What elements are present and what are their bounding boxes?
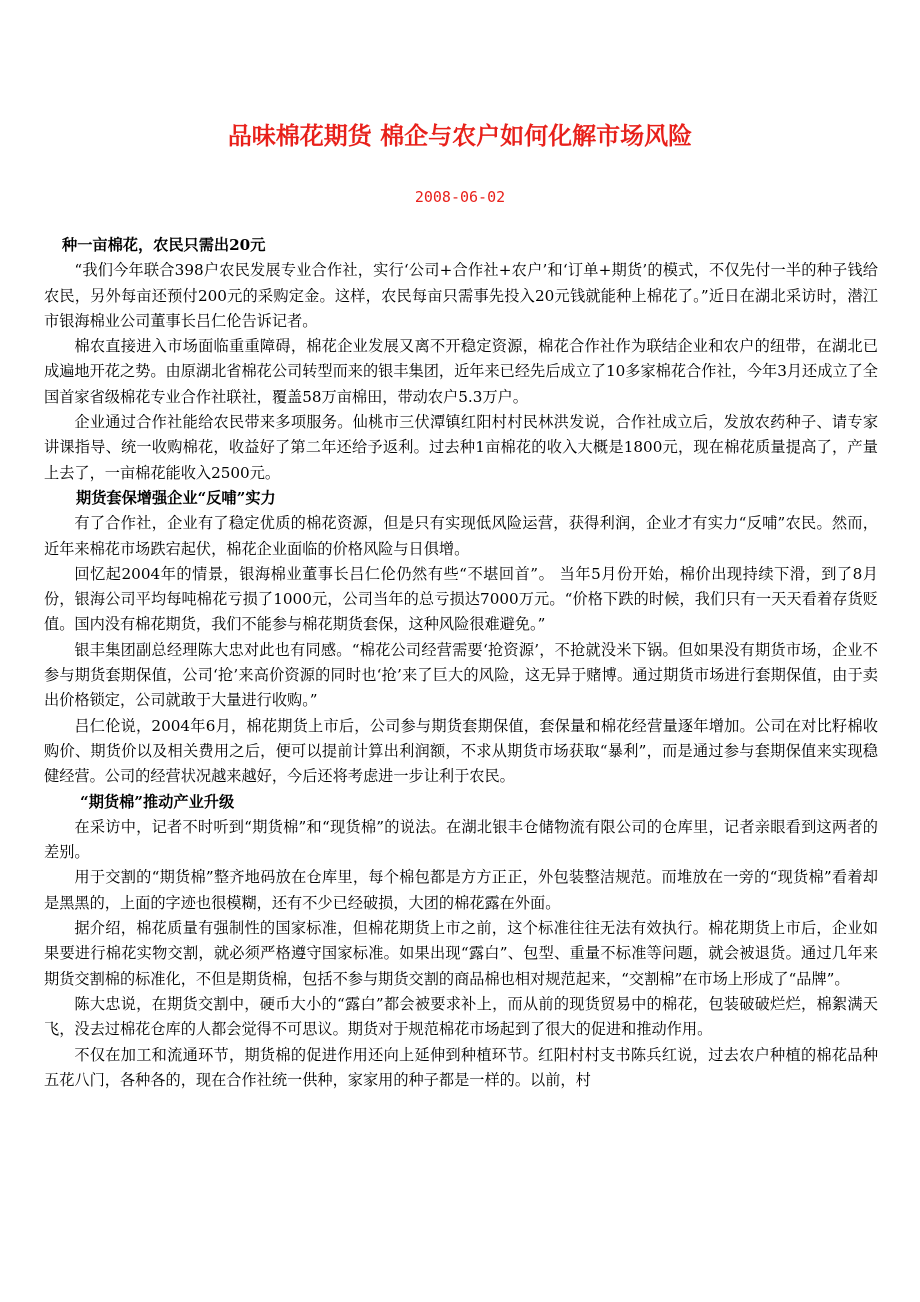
paragraph: 吕仁伦说，2004年6月，棉花期货上市后，公司参与期货套期保值，套保量和棉花经营量逐年增加。公司在对比籽棉收购价、期货价以及相关费用之后，便可以提前计算出利润额，不求从期货市场获取“暴利”，而是通过参与套期保值来实现稳健经营。公司的经营状况越来越好，今后还将考虑进一步让利于农民。	[44, 716, 878, 786]
paragraph: 银丰集团副总经理陈大忠对此也有同感。“棉花公司经营需要‘抢资源’，不抢就没米下锅。但如果没有期货市场，企业不参与期货套期保值，公司‘抢’来高价资源的同时也‘抢’来了巨大的风险，这无异于赌博。通过期货市场进行套期保值，由于卖出价格锁定，公司就敢于大量进行收购。”	[44, 640, 878, 710]
paragraph: 在采访中，记者不时听到“期货棉”和“现货棉”的说法。在湖北银丰仓储物流有限公司的仓库里，记者亲眼看到这两者的差别。	[44, 817, 878, 862]
paragraph: 不仅在加工和流通环节，期货棉的促进作用还向上延伸到种植环节。红阳村村支书陈兵红说，过去农户种植的棉花品种五花八门，各种各的，现在合作社统一供种，家家用的种子都是一样的。以前，村	[44, 1045, 878, 1089]
article-body	[44, 233, 878, 1093]
paragraph: 企业通过合作社能给农民带来多项服务。仙桃市三伏潭镇红阳村村民林洪发说，合作社成立后，发放农药种子、请专家讲课指导、统一收购棉花，收益好了第二年还给予返利。过去种1亩棉花的收入大概是1800元，现在棉花质量提高了，产量上去了，一亩棉花能收入2500元。	[44, 413, 878, 482]
section-heading: 期货套保增强企业“反哺”实力	[76, 488, 276, 507]
paragraph: 陈大忠说，在期货交割中，硬币大小的“露白”都会被要求补上，而从前的现货贸易中的棉花，包装破破烂烂，棉絮满天飞，没去过棉花仓库的人都会觉得不可思议。期货对于规范棉花市场起到了很大的促进和推动作用。	[44, 994, 878, 1039]
section-heading: 种一亩棉花，农民只需出20元	[62, 236, 266, 254]
paragraph: “我们今年联合398户农民发展专业合作社，实行‘公司+合作社+农户’和‘订单+期货’的模式，不仅先付一半的种子钱给农民，另外每亩还预付200元的采购定金。这样，农民每亩只需事先投入20元钱就能种上棉花了。”近日在湖北采访时，潜江市银海棉业公司董事长吕仁伦告诉记者。	[44, 261, 878, 330]
article-date: 2008-06-02	[414, 188, 506, 206]
paragraph: 据介绍，棉花质量有强制性的国家标准，但棉花期货上市之前，这个标准往往无法有效执行。棉花期货上市后，企业如果要进行棉花实物交割，就必须严格遵守国家标准。如果出现“露白”、包型、重量不标准等问题，就会被退货。通过几年来期货交割棉的标准化，不但是期货棉，包括不参与期货交割的商品棉也相对规范起来，“交割棉”在市场上形成了“品牌”。	[44, 919, 878, 988]
paragraph: 有了合作社，企业有了稳定优质的棉花资源，但是只有实现低风险运营，获得利润，企业才有实力“反哺”农民。然而，近年来棉花市场跌宕起伏，棉花企业面临的价格风险与日俱增。	[44, 514, 878, 558]
paragraph: 用于交割的“期货棉”整齐地码放在仓库里，每个棉包都是方方正正，外包装整洁规范。而堆放在一旁的“现货棉”看着却是黑黑的，上面的字迹也很模糊，还有不少已经破损，大团的棉花露在外面。	[44, 868, 878, 912]
paragraph: 棉农直接进入市场面临重重障碍，棉花企业发展又离不开稳定资源，棉花合作社作为联结企业和农户的纽带，在湖北已成遍地开花之势。由原湖北省棉花公司转型而来的银丰集团，近年来已经先后成立了10多家棉花合作社，今年3月还成立了全国首家省级棉花专业合作社联社，覆盖58万亩棉田，带动农户5.3万户。	[44, 337, 878, 406]
paragraph: 回忆起2004年的情景，银海棉业董事长吕仁伦仍然有些“不堪回首”。 当年5月份开始，棉价出现持续下滑，到了8月份，银海公司平均每吨棉花亏损了1000元，公司当年的总亏损达7000万元。“价格下跌的时候，我们只有一天天看着存货贬值。国内没有棉花期货，我们不能参与棉花期货套保，这种风险很难避免。”	[44, 564, 878, 634]
section-heading: “期货棉”推动产业升级	[80, 792, 235, 811]
article-title: 品味棉花期货 棉企与农户如何化解市场风险	[227, 122, 693, 150]
